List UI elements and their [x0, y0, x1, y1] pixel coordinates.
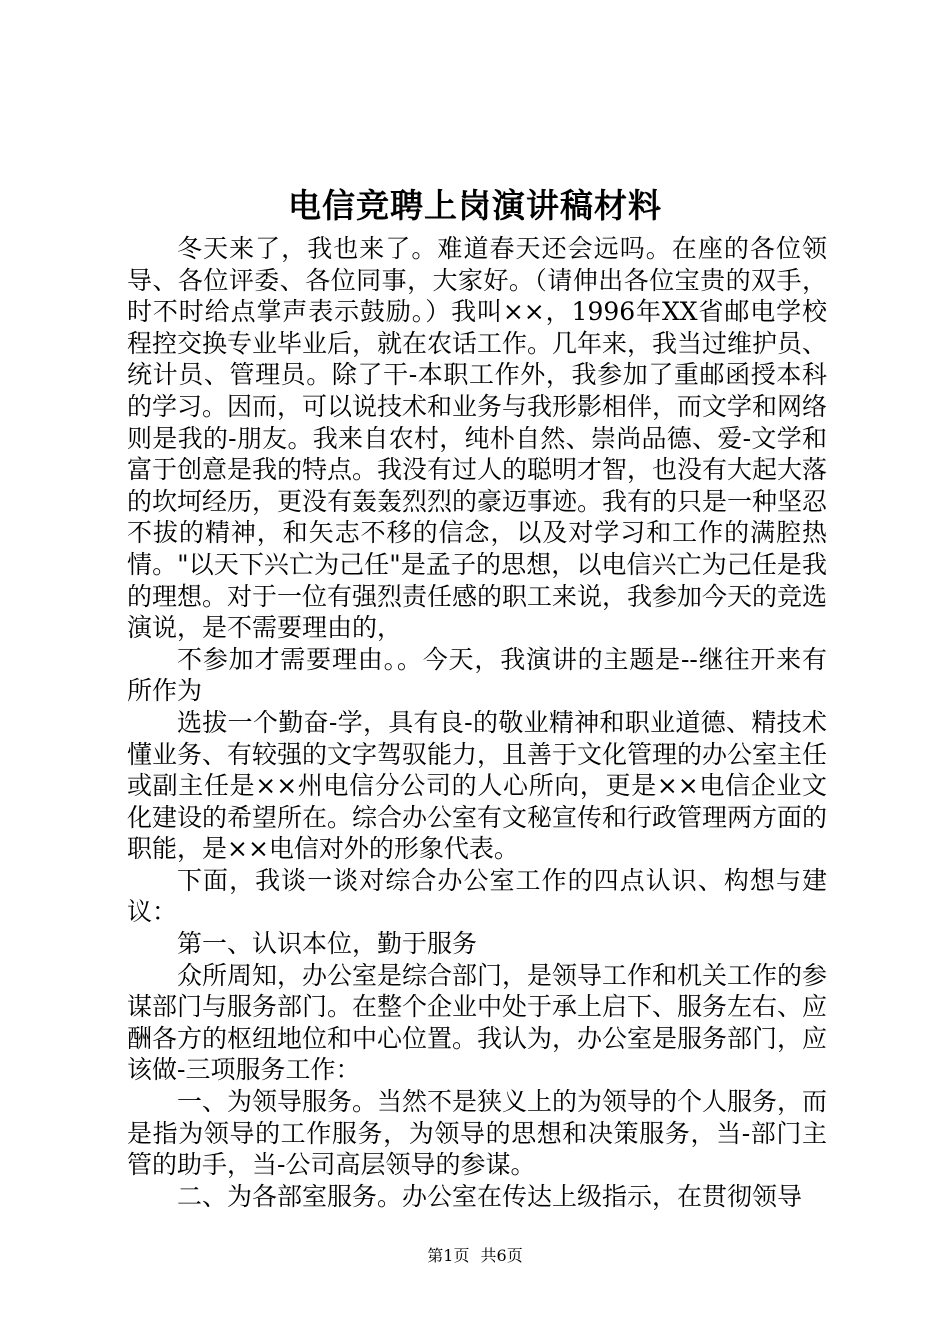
paragraph-selection: 选拔一个勤奋-学，具有良-的敬业精神和职业道德、精技术懂业务、有较强的文字驾驭能力，且善于文化管理的办公室主任或副主任是××州电信分公司的人心所向，更是××电信企业文化建设的希望所在。综合办公室有文秘宣传和行政管理两方面的职能，是××电信对外的形象代表。: [127, 707, 828, 864]
page-footer: [0, 1246, 950, 1266]
section-heading-first: 第一、认识本位，勤于服务: [177, 929, 478, 959]
paragraph-serve-leaders: 一、为领导服务。当然不是狭义上的为领导的个人服务，而是指为领导的工作服务，为领导的思想和决策服务，当-部门主管的助手，当-公司高层领导的参谋。: [127, 1087, 828, 1180]
paragraph-office-role: 众所周知，办公室是综合部门，是领导工作和机关工作的参谋部门与服务部门。在整个企业中处于承上启下、服务左右、应酬各方的枢纽地位和中心位置。我认为，办公室是服务部门，应该做-三项服务工作：: [127, 960, 828, 1085]
paragraph-intro: 冬天来了，我也来了。难道春天还会远吗。在座的各位领导、各位评委、各位同事，大家好。（请伸出各位宝贵的双手，时不时给点掌声表示鼓励。）我叫××，1996年XX省邮电学校程控交换专业毕业后，就在农话工作。几年来，我当过维护员、统计员、管理员。除了干-本职工作外，我参加了重邮函授本科的学习。因而，可以说技术和业务与我形影相伴，而文学和网络则是我的-朋友。我来自农村，纯朴自然、崇尚品德、爱-文学和富于创意是我的特点。我没有过人的聪明才智，也没有大起大落的坎坷经历，更没有轰轰烈烈的豪迈事迹。我有的只是一种坚忍不拔的精神，和矢志不移的信念，以及对学习和工作的满腔热情。"以天下兴亡为己任"是孟子的思想，以电信兴亡为己任是我的理想。对于一位有强烈责任感的职工来说，我参加今天的竞选演说，是不需要理由的，: [127, 234, 828, 643]
paragraph-serve-departments: 二、为各部室服务。办公室在传达上级指示，在贯彻领导: [177, 1181, 803, 1211]
page-total: 共6页: [480, 1246, 523, 1265]
page-number: 第1页: [427, 1246, 470, 1265]
paragraph-transition: 下面，我谈一谈对综合办公室工作的四点认识、构想与建议：: [127, 865, 827, 927]
paragraph-theme: 不参加才需要理由。。今天，我演讲的主题是--继往开来有所作为: [127, 644, 827, 706]
document-title: 电信竞聘上岗演讲稿材料: [288, 186, 662, 225]
document-body: [127, 233, 827, 1212]
